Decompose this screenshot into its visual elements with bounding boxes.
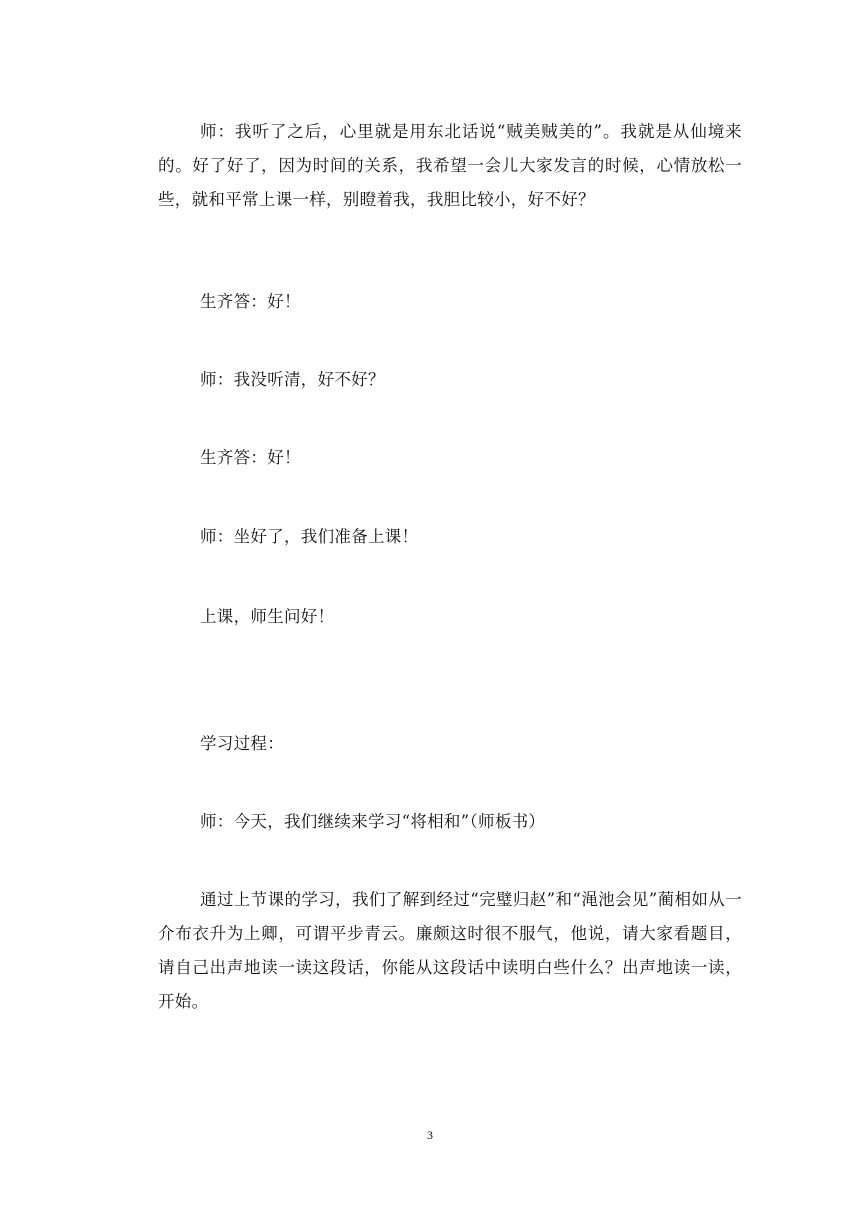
paragraph-teacher-ready: 师：坐好了，我们准备上课！ <box>200 527 419 546</box>
paragraph-lesson-review: 通过上节课的学习，我们了解到经过“完璧归赵”和“渑池会见”蔺相如从一介布衣升为上卿，可谓平步青云。廉颇这时很不服气，他说，请大家看题目，请自己出声地读一读这段话，你能从这段话中读明白些什么？出声地读一读，开始。 <box>158 890 742 1011</box>
paragraph-teacher-intro: 师：我听了之后，心里就是用东北话说“贼美贼美的”。我就是从仙境来的。好了好了，因为时间的关系，我希望一会儿大家发言的时候，心情放松一些，就和平常上课一样，别瞪着我，我胆比较小，好不好？ <box>158 122 742 209</box>
paragraph-students-answer-1: 生齐答：好！ <box>200 292 301 311</box>
paragraph-teacher-question: 师：我没听清，好不好？ <box>200 370 385 389</box>
paragraph-teacher-topic: 师：今天，我们继续来学习“将相和”（师板书） <box>200 812 546 831</box>
section-heading-learning-process: 学习过程： <box>200 734 284 753</box>
paragraph-greeting: 上课，师生问好！ <box>200 607 335 626</box>
page-number: 3 <box>427 1128 433 1142</box>
paragraph-students-answer-2: 生齐答：好！ <box>200 448 301 467</box>
